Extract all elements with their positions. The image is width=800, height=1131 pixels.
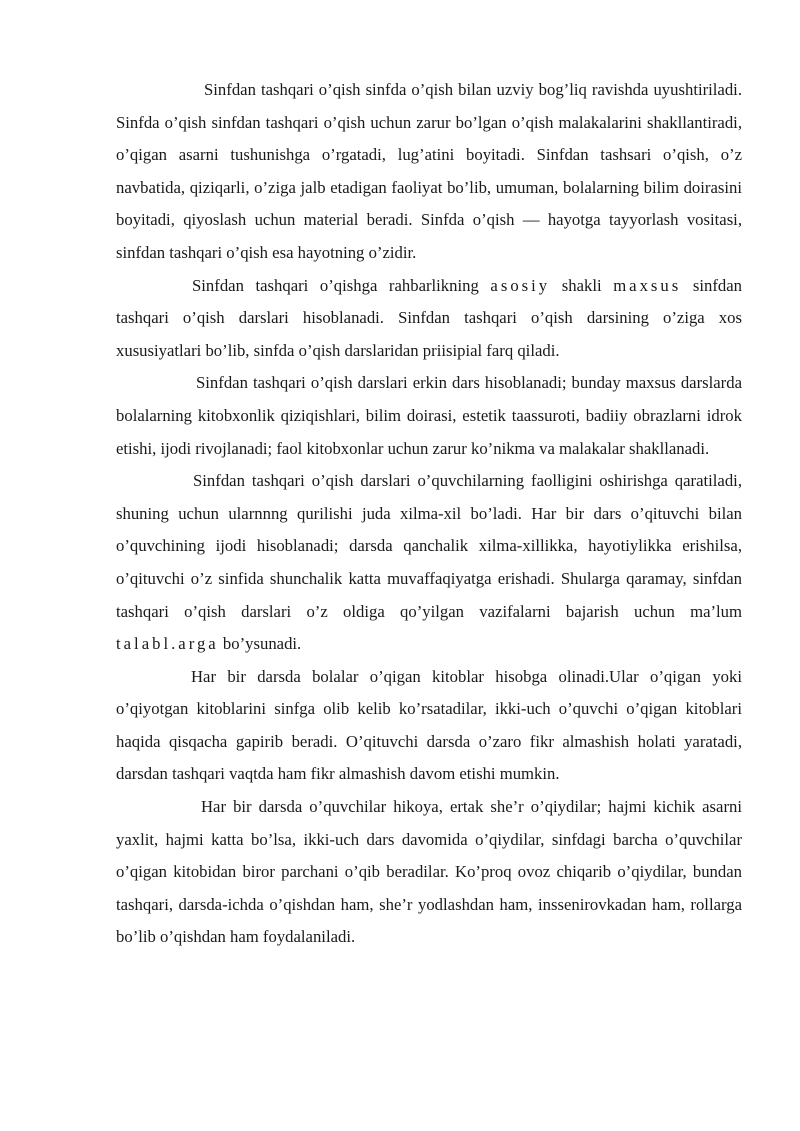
paragraph-3: Sinfdan tashqari o’qish darslari erkin dars hisoblanadi; bunday maxsus darslarda bolalarning kitobxonlik qiziqishlari, bilim doirasi, estetik taassuroti, badiiy obrazlarni idrok etishi, ijodi rivojlanadi; faol kitobxonlar uchun zarur ko’nikma va malakalar shakllanadi.	[116, 373, 742, 458]
paragraph-2-spaced-word-1: asosiy	[490, 275, 551, 295]
paragraph-2-spaced-word-2: maxsus	[613, 275, 682, 295]
paragraph-2-text-end: sinfdan tashqari o’qish darslari hisoblanadi. Sinfdan tashqari o’qish darsining o’ziga xos xususiyatlari bo’lib, sinfda o’qish darslaridan priisipial farq qiladi.	[116, 275, 742, 360]
document-body	[116, 74, 742, 954]
paragraph-4	[116, 465, 742, 661]
paragraph-6: Har bir darsda o’quvchilar hikoya, ertak she’r o’qiydilar; hajmi kichik asarni yaxlit, hajmi katta bo’lsa, ikki-uch dars davomida o’qiydilar, sinfdagi barcha o’quvchilar o’qigan kitobidan biror parchani o’qib beradilar. Ko’proq ovoz chiqarib o’qiydilar, bundan tashqari, darsda-ichda o’qishdan ham, she’r yodlashdan ham, inssenirovkadan ham, rollarga bo’lib o’qishdan ham foydalaniladi.	[116, 797, 742, 947]
paragraph-4-text-start: Sinfdan tashqari o’qish darslari o’quvchilarning faolligini oshirishga qaratiladi, shuning uchun ularnnng qurilishi juda xilma-xil bo’ladi. Har bir dars o’qituvchi bilan o’quvchining ijodi hisoblanadi; darsda qanchalik xilma-xillikka, hayotiylikka erishilsa, o’qituvchi o’z sinfida shunchalik katta muvaffaqiyatga erishadi. Shularga qaramay, sinfdan tashqari o’qish darslari o’z oldiga qo’yilgan vazifalarni bajarish uchun ma’lum	[116, 471, 742, 621]
paragraph-4-text-end: bo’ysunadi.	[218, 634, 302, 654]
paragraph-4-spaced-word: talabl.arga	[116, 634, 219, 654]
paragraph-1: Sinfdan tashqari o’qish sinfda o’qish bilan uzviy bog’liq ravishda uyushtiriladi. Sinfda o’qish sinfdan tashqari o’qish uchun zarur bo’lgan o’qish malakalarini shakllantiradi, o’qigan asarni tushunishga o’rgatadi, lug’atini boyitadi. Sinfdan tashsari o’qish, o’z navbatida, qiziqarli, o’ziga jalb etadigan faoliyat bo’lib, umuman, bolalarning bilim doirasini boyitadi, qiyoslash uchun material beradi. Sinfda o’qish — hayotga tayyorlash vositasi, sinfdan tashqari o’qish esa hayotning o’zidir.	[116, 80, 742, 262]
paragraph-2-text-start: Sinfdan tashqari o’qishga rahbarlikning	[192, 275, 491, 295]
paragraph-2	[116, 270, 742, 368]
paragraph-2-text-middle: shakli	[550, 275, 614, 295]
paragraph-5: Har bir darsda bolalar o’qigan kitoblar hisobga olinadi.Ular o’qigan yoki o’qiyotgan kitoblarini sinfga olib kelib ko’rsatadilar, ikki-uch o’quvchi o’qigan kitoblari haqida qisqacha gapirib beradi. O’qituvchi darsda o’zaro fikr almashish holati yaratadi, darsdan tashqari vaqtda ham fikr almashish davom etishi mumkin.	[116, 666, 742, 784]
